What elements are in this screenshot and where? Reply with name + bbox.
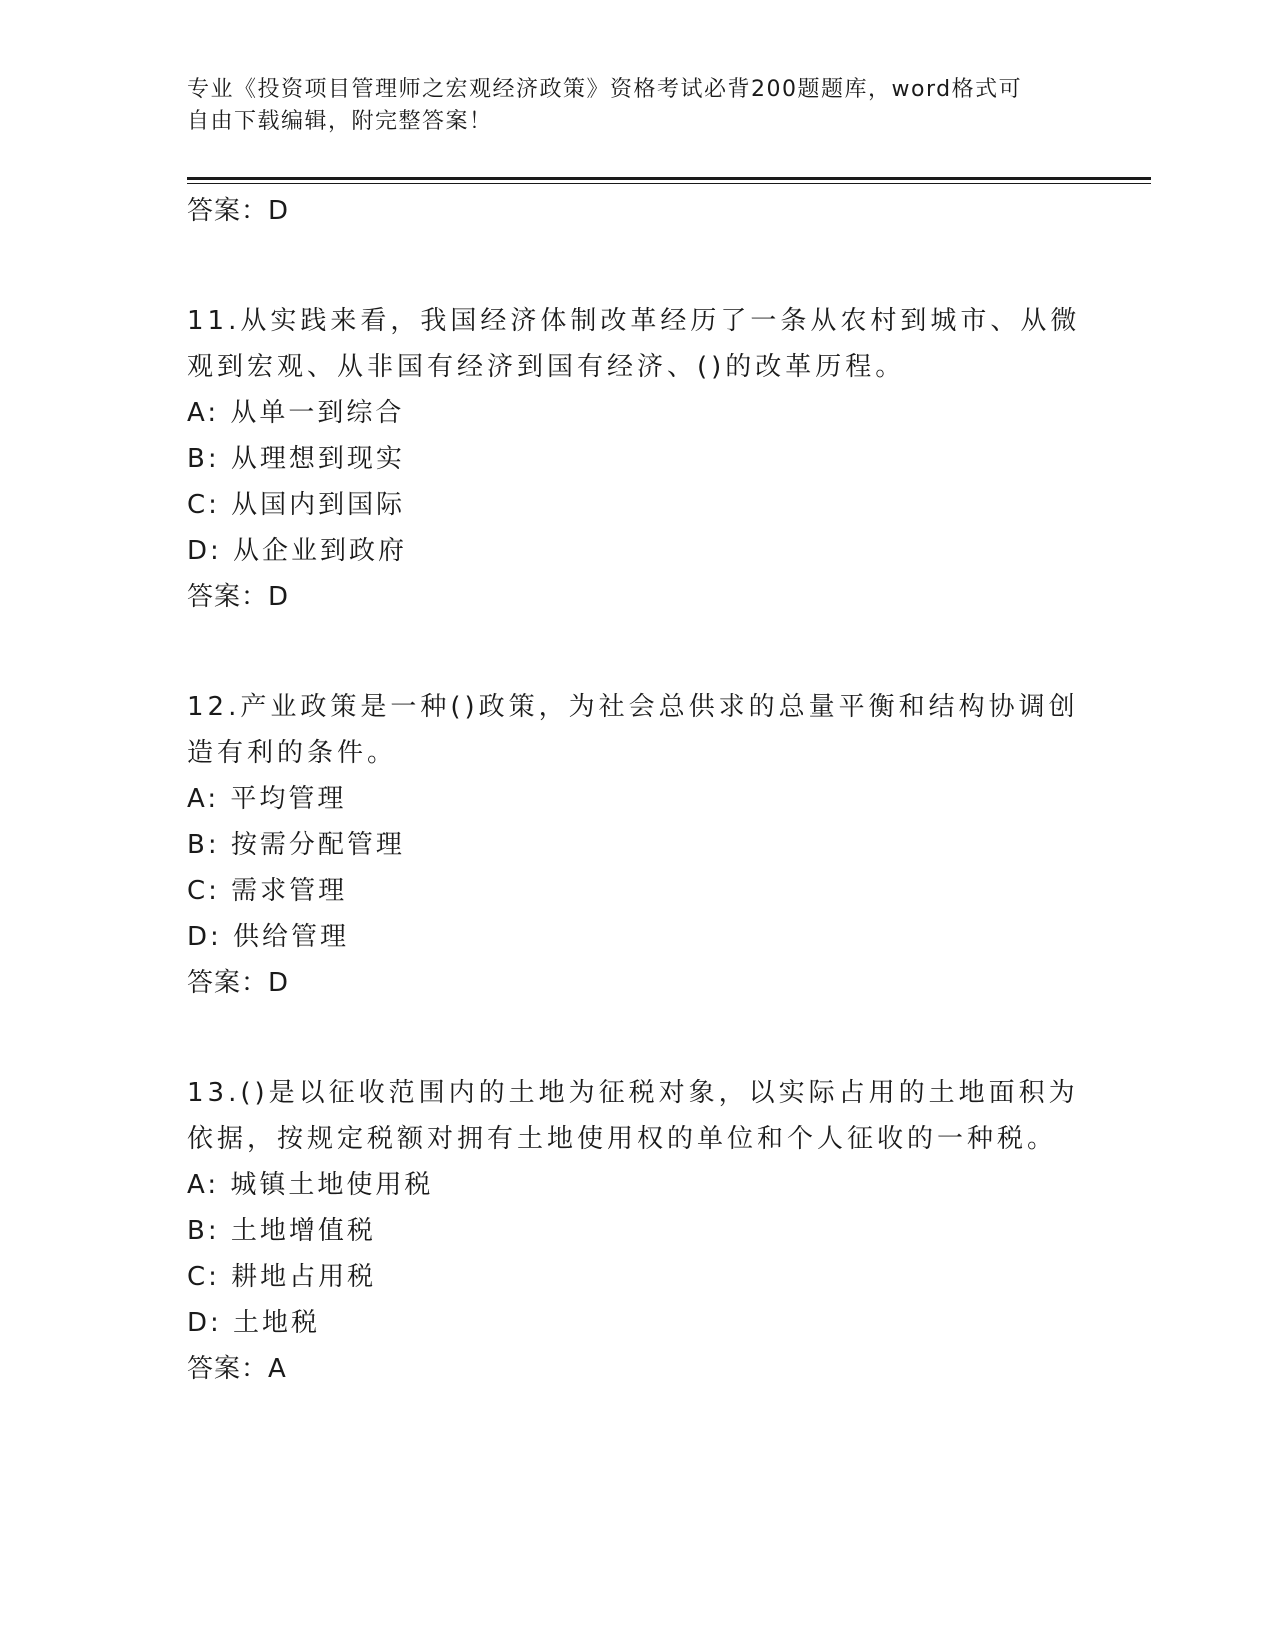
question-text: 12.产业政策是一种()政策，为社会总供求的总量平衡和结构协调创造有利的条件。 bbox=[187, 692, 1079, 768]
header-line-2: 自由下载编辑，附完整答案！ bbox=[187, 109, 493, 134]
answer: 答案：A bbox=[187, 1354, 287, 1384]
option-a: A: 平均管理 bbox=[187, 784, 347, 814]
header-rule-thin bbox=[187, 183, 1151, 184]
question-text: 11.从实践来看，我国经济体制改革经历了一条从农村到城市、从微观到宏观、从非国有经济到国有经济、()的改革历程。 bbox=[187, 306, 1081, 382]
question-text: 13.()是以征收范围内的土地为征税对象，以实际占用的土地面积为依据，按规定税额对拥有土地使用权的单位和个人征收的一种税。 bbox=[187, 1078, 1079, 1154]
answer: 答案：D bbox=[187, 582, 290, 612]
option-b: B: 按需分配管理 bbox=[187, 830, 405, 860]
header-line-1: 专业《投资项目管理师之宏观经济政策》资格考试必背200题题库，word格式可 bbox=[187, 77, 1023, 102]
header-rule-thick bbox=[187, 177, 1151, 180]
document-body bbox=[187, 188, 1087, 1392]
option-b: B: 土地增值税 bbox=[187, 1216, 376, 1246]
option-d: D: 供给管理 bbox=[187, 922, 350, 952]
option-d: D: 土地税 bbox=[187, 1308, 321, 1338]
option-a: A: 从单一到综合 bbox=[187, 398, 405, 428]
question-11 bbox=[187, 298, 1087, 620]
option-a: A: 城镇土地使用税 bbox=[187, 1170, 434, 1200]
option-d: D: 从企业到政府 bbox=[187, 536, 408, 566]
document-header bbox=[187, 74, 1087, 138]
question-13 bbox=[187, 1070, 1087, 1392]
question-12 bbox=[187, 684, 1087, 1006]
option-c: C: 从国内到国际 bbox=[187, 490, 406, 520]
answer: 答案：D bbox=[187, 968, 290, 998]
option-c: C: 需求管理 bbox=[187, 876, 348, 906]
previous-answer: 答案：D bbox=[187, 196, 290, 226]
option-c: C: 耕地占用税 bbox=[187, 1262, 377, 1292]
option-b: B: 从理想到现实 bbox=[187, 444, 405, 474]
